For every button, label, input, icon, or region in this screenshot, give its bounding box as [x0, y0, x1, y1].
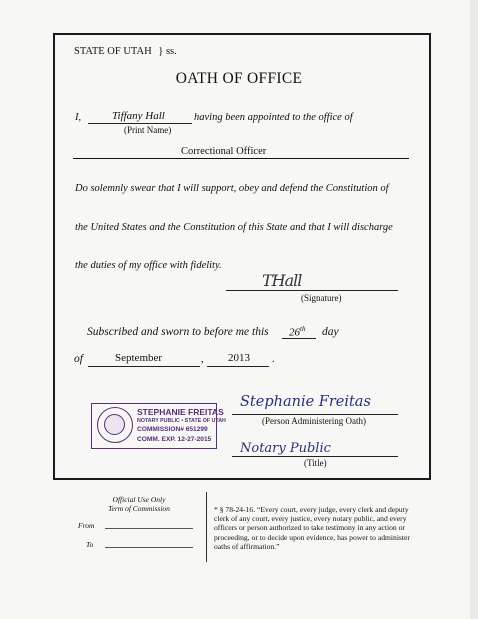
oath-line-1: Do solemnly swear that I will support, obey and defend the Constitution of	[75, 183, 389, 194]
comma: ,	[201, 353, 204, 365]
official-use-label: Official Use Only	[112, 495, 166, 504]
from-label: From	[78, 521, 95, 530]
day-line	[282, 338, 316, 339]
seal-name: STEPHANIE FREITAS	[137, 407, 224, 417]
state-label: STATE OF UTAH	[74, 46, 152, 57]
administering-signature: Stephanie Freitas	[240, 394, 371, 410]
to-label: To	[86, 540, 94, 549]
of-label: of	[74, 353, 83, 365]
month-value: September	[115, 352, 163, 364]
from-line	[105, 528, 193, 529]
utah-seal-icon	[97, 407, 133, 443]
name-line	[88, 123, 192, 124]
page-edge	[470, 0, 478, 619]
year-value: 2013	[228, 352, 250, 364]
day-value: 26	[289, 326, 300, 339]
seal-line2: NOTARY PUBLIC • STATE OF UTAH	[137, 418, 226, 424]
statute-text: * § 78-24-16. “Every court, every judge, every clerk and deputy clerk of any court, every justice, every notary public, and every officers or person authorized to take testimony in any action or proceeding, or to decide upon evidence, has power to administer oaths of affirmation.”	[214, 505, 410, 551]
year-line	[207, 366, 269, 367]
notary-seal	[91, 403, 226, 449]
day-word: day	[322, 326, 339, 338]
ss-label: } ss.	[158, 46, 177, 57]
oath-line-3: the duties of my office with fidelity.	[75, 260, 222, 271]
oath-line-2: the United States and the Constitution of this State and that I will discharge	[75, 222, 393, 233]
signature-mark: THall	[262, 271, 302, 290]
seal-commission: COMMISSION# 651299	[137, 426, 208, 433]
signature-line	[226, 290, 398, 291]
office-line	[73, 158, 409, 159]
appointee-name: Tiffany Hall	[112, 110, 165, 122]
title-line	[232, 456, 398, 457]
seal-expires: COMM. EXP. 12-27-2015	[137, 436, 212, 443]
period: .	[272, 353, 275, 365]
appointment-phrase: having been appointed to the office of	[194, 112, 353, 123]
vertical-divider	[206, 492, 207, 562]
sworn-day	[289, 325, 305, 339]
page-title: OATH OF OFFICE	[175, 70, 303, 87]
title-written: Notary Public	[240, 441, 331, 456]
administering-line	[232, 414, 398, 415]
term-of-commission-label: Term of Commission	[108, 504, 170, 513]
administering-label: (Person Administering Oath)	[262, 416, 366, 426]
day-suffix: th	[300, 325, 306, 333]
state-heading	[74, 46, 177, 57]
office-title: Correctional Officer	[181, 146, 267, 157]
i-label: I,	[75, 112, 82, 123]
title-label: (Title)	[304, 458, 327, 468]
to-line	[105, 547, 193, 548]
print-name-label: (Print Name)	[124, 125, 172, 135]
signature-label: (Signature)	[301, 293, 342, 303]
sworn-prefix: Subscribed and sworn to before me this	[87, 326, 269, 338]
month-line	[88, 366, 200, 367]
